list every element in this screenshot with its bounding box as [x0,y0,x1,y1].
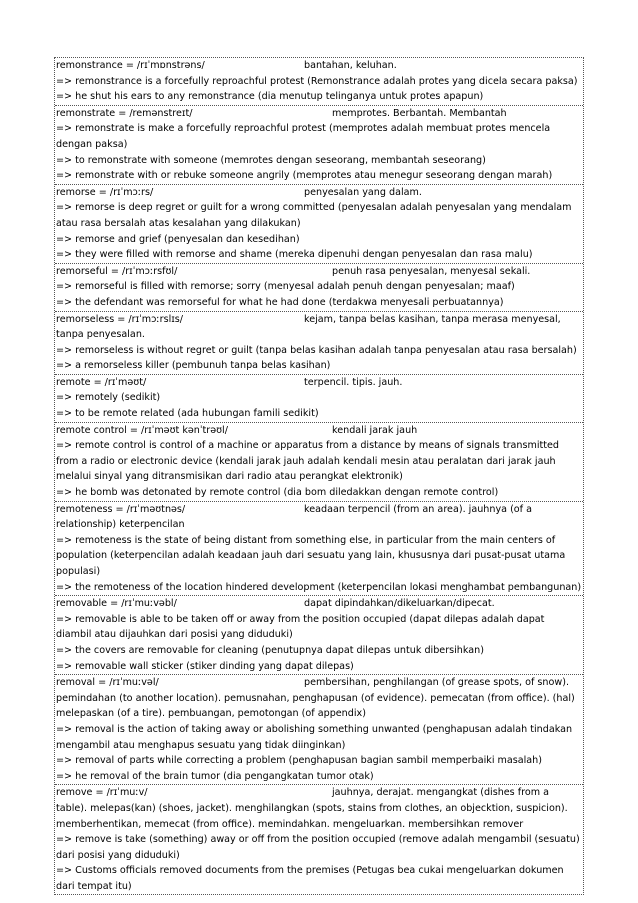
entry-removable [55,596,583,675]
example-line: => remorse is deep regret or guilt for a wrong committed (penyesalan adalah penyesalan yang mendalam atau rasa bersalah atas kesalahan yang dilakukan) [56,202,572,229]
example-line: => remonstrate is make a forcefully reproachful protest (memprotes adalah membuat protes mencela dengan paksa) [56,123,551,150]
example-line: => he bomb was detonated by remote control (dia bom diledakkan dengan remote control) [56,487,499,499]
example-line: => to be remote related (ada hubungan famili sedikit) [56,408,319,420]
headword: remote = /rɪˈməʊt/ [56,376,147,388]
entry-remorseless [55,312,583,375]
example-line: => the covers are removable for cleaning (penutupnya dapat dilepas untuk dibersihkan) [56,644,484,656]
entry-heading [56,106,582,122]
entry-heading [56,596,582,612]
example-line: => remorseful is filled with remorse; sorry (menyesal adalah penuh dengan penyesalan; maaf) [56,281,515,293]
example-line: => removable wall sticker (stiker dinding yang dapat dilepas) [56,660,354,672]
headword: remorseless = /rɪˈmɔːrslɪs/ [56,313,184,325]
headword: removable = /rɪˈmuːvəbl/ [56,598,177,610]
meaning: keadaan terpencil (from an area). jauhnya (of a relationship) keterpencilan [56,503,532,531]
meaning: penyesalan yang dalam. [304,186,422,198]
entry-heading [56,785,582,832]
entry-heading [56,675,582,722]
example-line: => removal of parts while correcting a problem (penghapusan bagian sambil memperbaiki masalah) [56,755,543,767]
example-line: => remorseless is without regret or guilt (tanpa belas kasihan adalah tanpa penyesalan atau rasa bersalah) [56,344,577,356]
example-line: => remonstrate with or rebuke someone angrily (memprotes atau menegur seseorang dengan marah) [56,170,553,182]
meaning: bantahan, keluhan. [304,60,397,71]
headword: remorseful = /rɪˈmɔːrsfʊl/ [56,265,178,277]
example-line: => he removal of the brain tumor (dia pengangkatan tumor otak) [56,770,374,782]
example-line: => he shut his ears to any remonstrance (dia menutup telinganya untuk protes apapun) [56,91,484,103]
entry-remote-control [55,423,583,502]
headword: remote control = /rɪˈməʊt kənˈtrəʊl/ [56,424,228,436]
entry-removal [55,675,583,785]
example-line: => Customs officials removed documents from the premises (Petugas bea cukai mengeluarkan dokumen dari tempat itu) [56,865,564,892]
meaning: kejam, tanpa belas kasihan, tanpa merasa menyesal, tanpa penyesalan. [56,313,561,341]
example-line: => removal is the action of taking away or abolishing something unwanted (penghapusan adalah tindakan mengambil atau menghapus sesuatu yang tidak diinginkan) [56,723,573,751]
headword: remonstrance = /rɪˈmɒnstrəns/ [56,60,205,71]
example-line: => they were filled with remorse and shame (mereka dipenuhi dengan penyesalan dan rasa malu) [56,249,533,261]
entry-heading [56,264,582,280]
example-line: => remove is take (something) away or off from the position occupied (remove adalah mengambil (sesuatu) dari posisi yang diduduki) [56,834,580,861]
meaning: memprotes. Berbantah. Membantah [332,107,507,119]
entry-heading [56,58,582,74]
entry-heading [56,502,582,533]
headword: removal = /rɪˈmuːvəl/ [56,677,159,689]
meaning: terpencil. tipis. jauh. [304,376,403,388]
headword: remonstrate = /remənstreɪt/ [56,107,193,119]
entry-heading [56,185,582,201]
example-line: => remote control is control of a machine or apparatus from a distance by means of signals transmitted from a radio or electronic device (kendali jarak jauh adalah kendali mesin atau peralatan dari jarak jauh melalui sinyal yang ditransmisikan dari radio atau perangkat elektronik) [56,440,560,483]
example-line: => remoteness is the state of being distant from something else, in particular from the main centers of population (keterpencilan adalah keadaan jauh dari sesuatu yang lain, khususnya dari pusat-pusat utama populasi) [56,534,566,577]
headword: remorse = /rɪˈmɔːrs/ [56,186,154,198]
headword: remoteness = /rɪˈməʊtnəs/ [56,503,186,515]
meaning: kendali jarak jauh [332,424,418,436]
example-line: => remotely (sedikit) [56,392,161,404]
document-page [54,57,584,895]
entry-remorseful [55,264,583,312]
example-line: => remorse and grief (penyesalan dan kesedihan) [56,233,300,245]
entry-remonstrance [55,58,583,106]
meaning: pembersihan, penghilangan (of grease spots, of snow). pemindahan (to another location). pemusnahan, penghapusan (of evidence). pemecatan (from office). (hal) melepaskan (of a tire). pembuangan, pemotongan (of appendix) [56,677,575,720]
example-line: => removable is able to be taken off or away from the position occupied (dapat dilepas adalah dapat diambil atau dijauhkan dari posisi yang diduduki) [56,613,545,641]
headword: remove = /rɪˈmuːv/ [56,787,148,799]
meaning: jauhnya, derajat. mengangkat (dishes from a table). melepas(kan) (shoes, jacket). menghilangkan (spots, stains from clothes, an objecktion, suspicion). memberhentikan, memecat (from office). memindahkan. mengeluarkan. membersihkan remover [56,787,568,830]
example-line: => a remorseless killer (pembunuh tanpa belas kasihan) [56,360,331,372]
example-line: => to remonstrate with someone (memrotes dengan seseorang, membantah seseorang) [56,154,486,166]
meaning: penuh rasa penyesalan, menyesal sekali. [332,265,531,277]
example-line: => the remoteness of the location hindered development (keterpencilan lokasi menghambat pembangunan) [56,581,582,593]
entry-remoteness [55,502,583,597]
entry-remorse [55,185,583,264]
example-line: => remonstrance is a forcefully reproachful protest (Remonstrance adalah protes yang dicela secara paksa) [56,75,578,87]
example-line: => the defendant was remorseful for what he had done (terdakwa menyesali perbuatannya) [56,296,504,308]
entry-heading [56,312,582,343]
meaning: dapat dipindahkan/dikeluarkan/dipecat. [304,598,495,610]
entry-remote [55,375,583,423]
entry-heading [56,423,582,439]
entry-remonstrate [55,106,583,185]
entry-heading [56,375,582,391]
entry-remove [55,785,583,894]
